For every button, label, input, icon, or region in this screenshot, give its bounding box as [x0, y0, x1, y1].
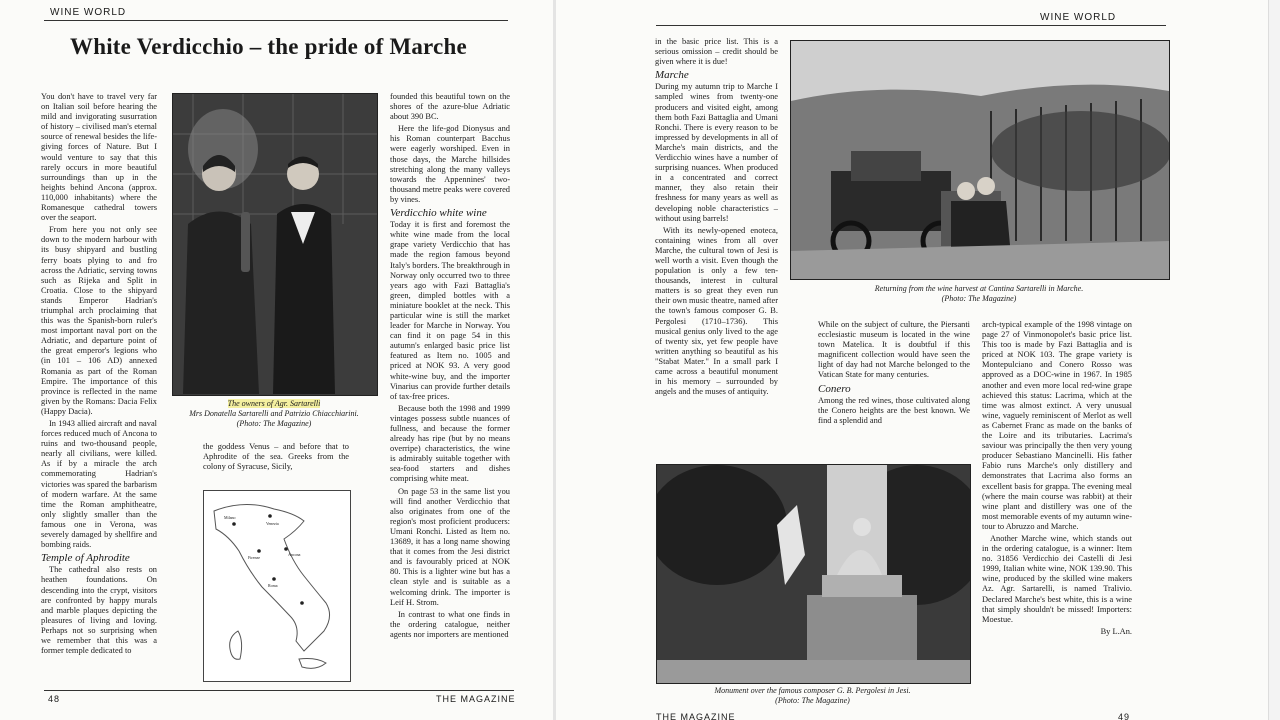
- paragraph: During my autumn trip to Marche I sampled wines from twenty-one producers and visited eight, among them both Fazi Battaglia and Umani Ronchi. There is every reason to be impressed by developments in all of Marche's main districts, and the Verdicchio wines have a number of surprising nuances. When produced in a concentrated and correct manner, they also retain their freshness for many years as well as developing noble characteristics – without using barrels!: [655, 82, 778, 223]
- page-number: 49: [1118, 712, 1131, 720]
- owners-photo: [172, 93, 378, 396]
- paragraph: Because both the 1998 and 1999 vintages possess subtle nuances of fullness, and because the former already has ripe (but by no means overripe) characteristics, the wine is admirably suitable together with sea-food starters and dishes comprising white meat.: [390, 403, 510, 484]
- paragraph: Among the red wines, those cultivated along the Conero heights are the best known. We find a splendid and: [818, 395, 970, 425]
- magazine-footer: THE MAGAZINE: [436, 694, 516, 704]
- owners-caption-highlight: The owners of Agr. Sartarelli: [227, 399, 321, 408]
- monument-photo-illustration: [657, 465, 970, 683]
- signature: By L.An.: [1100, 626, 1132, 636]
- magazine-footer: THE MAGAZINE: [656, 712, 736, 720]
- harvest-photo-illustration: [791, 41, 1169, 279]
- map-label: Milano: [224, 515, 236, 520]
- page-edge: [1268, 0, 1280, 720]
- harvest-photo: [790, 40, 1170, 280]
- footer-rule: [44, 690, 514, 691]
- paragraph: While on the subject of culture, the Piersanti ecclesiastic museum is located in the wine town Matelica. It is doubtful if this magnificent collection would have seen the light of day had not Marche belonged to the Vatican State for many centuries.: [818, 320, 970, 380]
- subheading: Verdicchio white wine: [390, 207, 487, 220]
- paragraph: In 1943 allied aircraft and naval forces reduced much of Ancona to ruins and two-thousand people, nearly all civilians, were killed. As if by a miracle the arch commemorating Hadrian's victories was spared the barbarism of modern warfare. At the same time the Roman amphitheatre, only slightly smaller than the famous one in Verona, was severely damaged by shellfire and bombing raids.: [41, 419, 157, 550]
- right-page: [556, 0, 1268, 720]
- map-label: Firenze: [248, 555, 260, 560]
- section-header: WINE WORLD: [1040, 12, 1117, 23]
- subheading: Marche: [655, 69, 689, 82]
- monument-photo: [656, 464, 971, 684]
- subheading: Temple of Aphrodite: [41, 552, 130, 565]
- left-column-1: [41, 92, 157, 682]
- paragraph: You don't have to travel very far on Italian soil before hearing the mild and invigorating susurration of history – civilised man's eternal source of renewal besides the life-giving forces of Nature. But I would venture to say that this rarely occurs in more beautiful surroundings than up in the heights behind Ancona (approx. 110,000 inhabitants) where the Romanesque cathedral towers over the seaport.: [41, 92, 157, 223]
- owners-caption-text: Mrs Donatella Sartarelli and Patrizio Chiacchiarini.: [189, 409, 359, 418]
- owners-caption-credit: (Photo: The Magazine): [236, 419, 312, 428]
- monument-caption: [656, 686, 969, 706]
- harvest-caption: [790, 284, 1168, 304]
- section-header: WINE WORLD: [50, 7, 127, 18]
- subheading: Conero: [818, 382, 851, 395]
- header-rule: [44, 20, 508, 21]
- left-column-2-text: [203, 442, 349, 476]
- paragraph: With its newly-opened enoteca, containing wines from all over Marche, the cultural town of Jesi is well worth a visit. Even though the population is only a few ten-thousands, interest in cultural matters is so great they even run their own music theatre, named after the town's famous composer G. B. Pergolesi (1710–1736). This musical genius only lived to the age of twenty six, yet few people have written anything so beautiful as his "Stabat Mater." In a small park I came across a beautiful monument in his memory – surrounded by angels and the muses of antiquity.: [655, 225, 778, 397]
- paragraph: founded this beautiful town on the shores of the azure-blue Adriatic about 390 BC.: [390, 92, 510, 122]
- left-page: [0, 0, 553, 720]
- monument-caption-text: Monument over the famous composer G. B. Pergolesi in Jesi.: [714, 686, 911, 695]
- right-column-2: [818, 320, 970, 456]
- owners-photo-illustration: [173, 94, 377, 395]
- paragraph: arch-typical example of the 1998 vintage on page 27 of Vinmonopolet's basic price list. This too is made by Fazi Battaglia and is priced at NOK 103. The grape variety is Montepulciano and Conero Rosso was approved as a DOC-wine in 1967. In 1985 another and even more local red-wine grape achieved this status: Lacrima, which at the time was almost extinct. A very unusual wine, vaguely reminiscent of Merlot as well as Cabernet Franc as made on the banks of the Loire and its tributaries. Lacrima's saviour was principally the then very young producer Sebastiano Mancinelli. His father Fabio runs Marche's only distillery and demonstrates that Lacrima also forms an excellent basis for grappa. The evening meal (where the main course was rabbit) at their wine plant and distillery was one of the most memorable events of my autumn wine-tour to Abruzzo and Marche.: [982, 320, 1132, 531]
- paragraph: From here you not only see down to the modern harbour with its busy shipyard and bustling ferry boats plying to and fro across the Adriatic, serving towns such as Rijeka and Split in Croatia. Close to the shipyard stands Emperor Hadrian's triumphal arch proclaiming that this was the Spanish-born ruler's most important naval port on the Adriatic, and departure point of the great emperor's legions who (in 101 – 106 AD) annexed Romania as part of the Roman Empire. The importance of this province is reflected in the name given by the Romans: Dacia Felix (Happy Dacia).: [41, 225, 157, 416]
- harvest-caption-text: Returning from the wine harvest at Cantina Sartarelli in Marche.: [874, 284, 1084, 293]
- paragraph: Here the life-god Dionysus and his Roman counterpart Bacchus were eagerly worshiped. Even in those days, the Marche hillsides stretching along the many valleys towards the Appennines' two-thousand metre peaks were covered by vines.: [390, 124, 510, 204]
- paragraph: In contrast to what one finds in the ordering catalogue, neither agents nor importers are mentioned: [390, 609, 510, 639]
- paragraph: Today it is first and foremost the white wine made from the local grape variety Verdicchio that has made the region famous beyond Italy's borders. The breakthrough in Norway only occurred two to three years ago with Fazi Battaglia's green, dimpled bottles with a miniature booklet at the neck. This particular wine is still the market leader for Marche in Norway. You can find it on page 54 in this autumn's enlarged basic price list featured as Item no. 1005 and priced at NOK 93. A very good white-wine buy, and the importer Vinarius can provide further details of tax-free prices.: [390, 220, 510, 401]
- italy-map: [203, 490, 351, 682]
- paragraph: the goddess Venus – and before that to Aphrodite of the sea. Greeks from the colony of Syracuse, Sicily,: [203, 442, 349, 472]
- monument-caption-credit: (Photo: The Magazine): [775, 696, 850, 705]
- header-rule: [656, 25, 1166, 26]
- harvest-caption-credit: (Photo: The Magazine): [941, 294, 1017, 303]
- map-label: Venezia: [266, 521, 279, 526]
- paragraph: On page 53 in the same list you will find another Verdicchio that also originates from one of the region's most proficient producers: Umani Ronchi. Listed as Item no. 13689, it has a long name showing that it comes from the Jesi district and is favourably priced at NOK 80. This is a lighter wine but has a clean style and is suitable as a welcoming drink. The importer is Leif H. Strom.: [390, 486, 510, 607]
- right-column-1: [655, 37, 778, 459]
- article-title: White Verdicchio – the pride of Marche: [70, 34, 467, 59]
- left-column-3: [390, 92, 510, 682]
- owners-caption: [172, 399, 376, 429]
- paragraph: Another Marche wine, which stands out in the ordering catalogue, is a winner: Item no. 31856 Verdicchio dei Castelli di Jesi 1999, Italian white wine, NOK 139.90. This wine, produced by the skilled wine makers Az. Agr. Sartarelli, is named Tralivio. Declared Marche's best white, this is a wine that simply shouldn't be missed! Importers: Moestue.: [982, 533, 1132, 624]
- page-number: 48: [48, 694, 61, 704]
- map-label: Ancona: [288, 552, 301, 557]
- right-column-3: [982, 320, 1132, 710]
- map-label: Roma: [268, 583, 278, 588]
- paragraph: in the basic price list. This is a serious omission – credit should be given where it is due!: [655, 37, 778, 67]
- paragraph: The cathedral also rests on heathen foundations. On descending into the crypt, visitors are confronted by happy murals and marble plaques depicting the pleasures of living and loving. Perhaps not so surprising when we remember that this was a former temple dedicated to: [41, 565, 157, 656]
